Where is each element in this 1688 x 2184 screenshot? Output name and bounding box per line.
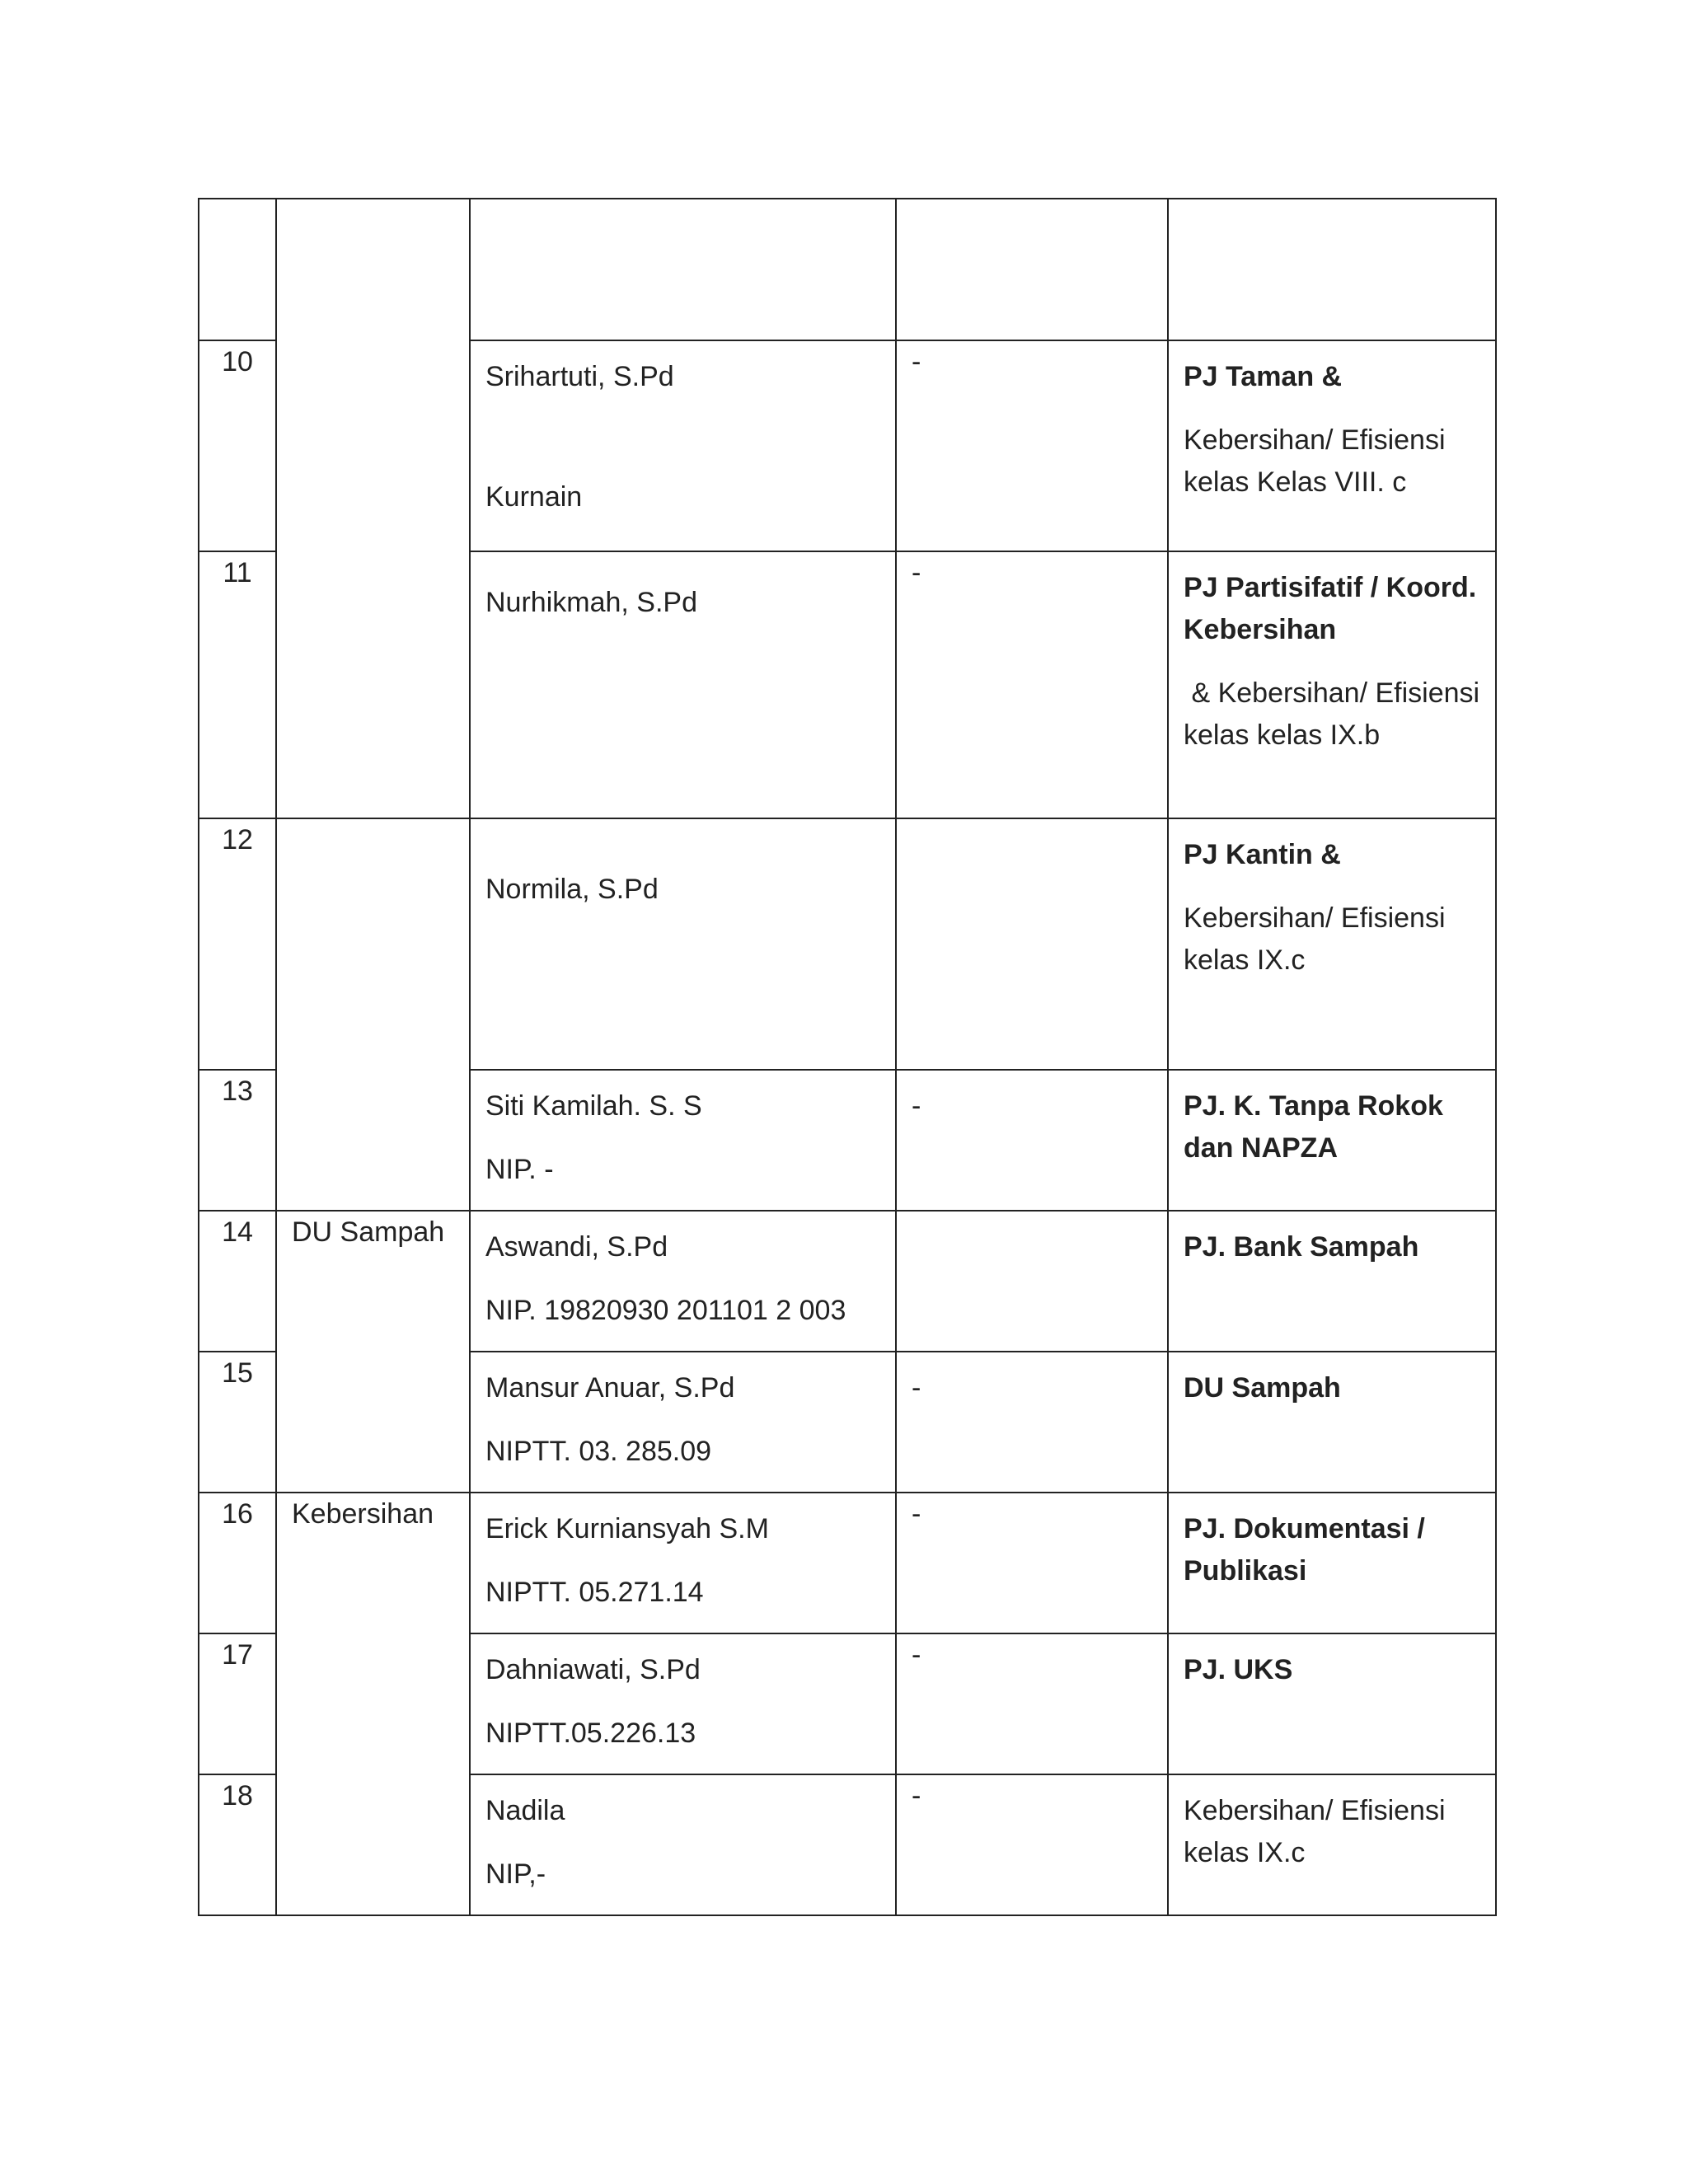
role-cell	[1168, 1211, 1496, 1352]
role-title: PJ. Bank Sampah	[1184, 1231, 1419, 1263]
staff-name: Nurhikmah, S.Pd	[485, 587, 697, 618]
staff-name: Srihartuti, S.Pd	[485, 361, 674, 392]
role-cell	[1168, 1352, 1496, 1493]
role-title: PJ. Dokumentasi / Publikasi	[1184, 1513, 1425, 1586]
name-cell	[470, 818, 896, 1070]
name-cell	[470, 1633, 896, 1774]
row-number: 10	[199, 340, 276, 551]
mid-cell: -	[896, 1493, 1168, 1633]
mid-cell: -	[896, 340, 1168, 551]
staff-subline: NIPTT.05.226.13	[485, 1718, 696, 1749]
role-cell	[1168, 340, 1496, 551]
row-number: 14	[199, 1211, 276, 1352]
row-number: 17	[199, 1633, 276, 1774]
role-title: PJ. UKS	[1184, 1654, 1293, 1685]
name-cell	[470, 1493, 896, 1633]
role-cell	[1168, 1493, 1496, 1633]
role-cell	[1168, 818, 1496, 1070]
staff-subline: NIP,-	[485, 1858, 546, 1890]
group-du-sampah: DU Sampah	[276, 1211, 470, 1493]
staff-subline: Kurnain	[485, 481, 583, 513]
row-number: 11	[199, 551, 276, 818]
role-detail: Kebersihan/ Efisiensi kelas Kelas VIII. c	[1184, 424, 1446, 498]
mid-cell	[896, 818, 1168, 1070]
mid-cell: -	[896, 1633, 1168, 1774]
staff-subline: NIPTT. 03. 285.09	[485, 1436, 712, 1467]
staff-subline: NIP. 19820930 201101 2 003	[485, 1295, 846, 1326]
staff-name: Dahniawati, S.Pd	[485, 1654, 701, 1685]
staff-subline: NIP. -	[485, 1154, 554, 1185]
mid-cell	[896, 1211, 1168, 1352]
staff-name: Mansur Anuar, S.Pd	[485, 1372, 735, 1404]
role-detail: Kebersihan/ Efisiensi kelas IX.c	[1184, 1795, 1446, 1868]
role-cell	[1168, 551, 1496, 818]
name-cell	[470, 551, 896, 818]
cell-group-blank	[276, 818, 470, 1211]
mid-cell: -	[896, 551, 1168, 818]
role-title: PJ Kantin &	[1184, 839, 1341, 870]
cell-mid-empty	[896, 199, 1168, 340]
staff-name: Erick Kurniansyah S.M	[485, 1513, 769, 1544]
group-kebersihan: Kebersihan	[276, 1493, 470, 1915]
staff-name: Aswandi, S.Pd	[485, 1231, 668, 1263]
mid-cell: -	[896, 1774, 1168, 1915]
table-row	[199, 1493, 1496, 1633]
cell-no-empty	[199, 199, 276, 340]
role-detail: Kebersihan/ Efisiensi kelas IX.c	[1184, 902, 1446, 976]
mid-value: -	[912, 1372, 921, 1404]
table-row	[199, 1211, 1496, 1352]
table-row-empty	[199, 199, 1496, 340]
staff-name: Nadila	[485, 1795, 565, 1826]
mid-cell	[896, 1352, 1168, 1493]
name-cell	[470, 340, 896, 551]
role-detail: & Kebersihan/ Efisiensi kelas kelas IX.b	[1184, 677, 1488, 751]
row-number: 15	[199, 1352, 276, 1493]
staff-assignment-table	[198, 198, 1497, 1916]
role-title: DU Sampah	[1184, 1372, 1341, 1404]
role-title: PJ Partisifatif / Koord. Kebersihan	[1184, 572, 1477, 645]
mid-value: -	[912, 1090, 921, 1122]
name-cell	[470, 1774, 896, 1915]
cell-name-empty	[470, 199, 896, 340]
row-number: 12	[199, 818, 276, 1070]
row-number: 16	[199, 1493, 276, 1633]
row-number: 18	[199, 1774, 276, 1915]
mid-cell	[896, 1070, 1168, 1211]
name-cell	[470, 1070, 896, 1211]
table-row	[199, 818, 1496, 1070]
cell-role-empty	[1168, 199, 1496, 340]
role-title: PJ Taman &	[1184, 361, 1343, 392]
name-cell	[470, 1211, 896, 1352]
row-number: 13	[199, 1070, 276, 1211]
cell-group-empty	[276, 199, 470, 818]
role-cell	[1168, 1633, 1496, 1774]
staff-subline: NIPTT. 05.271.14	[485, 1577, 704, 1608]
staff-name: Siti Kamilah. S. S	[485, 1090, 702, 1122]
role-cell	[1168, 1070, 1496, 1211]
staff-name: Normila, S.Pd	[485, 874, 659, 905]
name-cell	[470, 1352, 896, 1493]
role-cell	[1168, 1774, 1496, 1915]
role-title: PJ. K. Tanpa Rokok dan NAPZA	[1184, 1090, 1443, 1164]
